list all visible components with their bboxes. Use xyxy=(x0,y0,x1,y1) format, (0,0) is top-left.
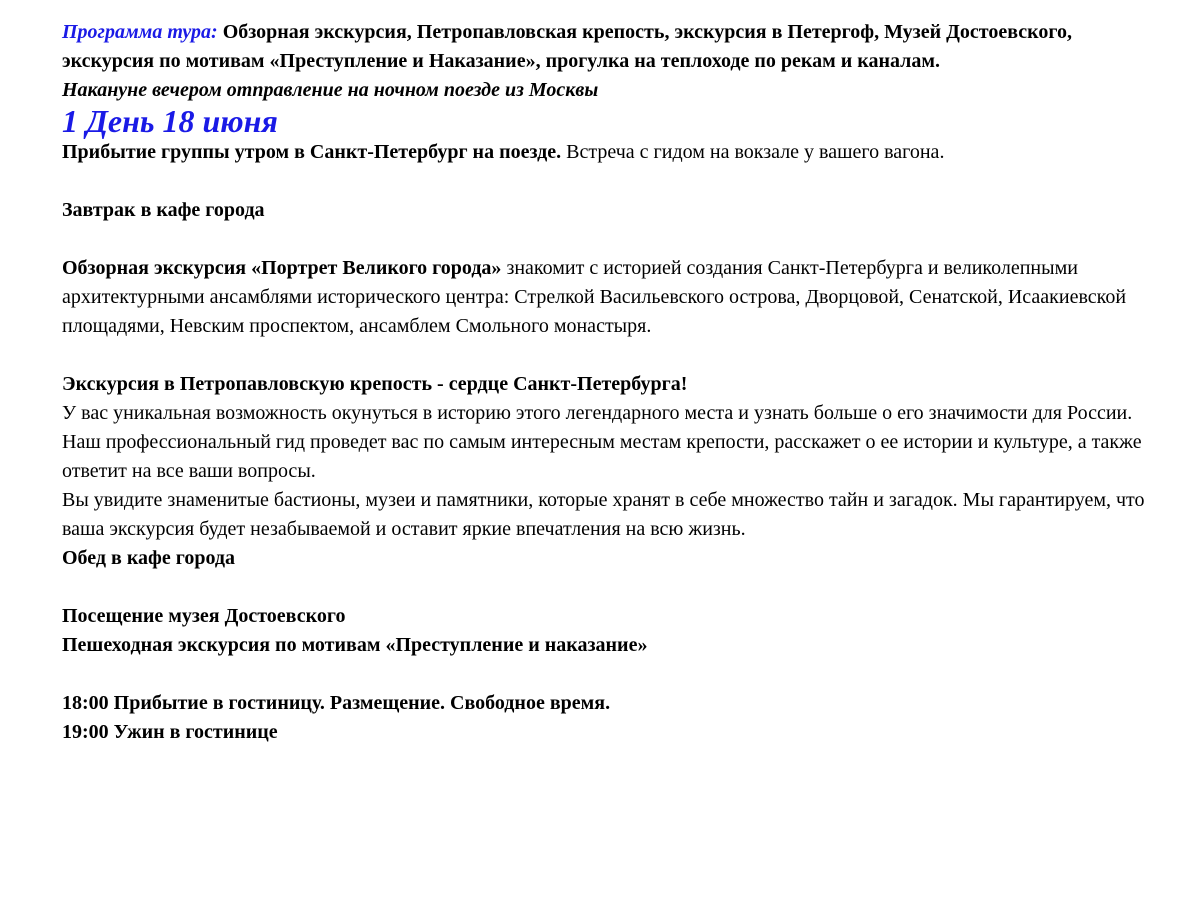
fortress-title: Экскурсия в Петропавловскую крепость - сердце Санкт-Петербурга! xyxy=(62,373,688,395)
city-tour-bold: Обзорная экскурсия «Портрет Великого города» xyxy=(62,257,502,279)
arrival-bold: Прибытие группы утром в Санкт-Петербург на поезде. xyxy=(62,141,562,163)
spacer xyxy=(62,660,1162,689)
program-label: Программа тура: xyxy=(62,21,218,43)
spacer xyxy=(62,573,1162,602)
spacer xyxy=(62,225,1162,254)
museum-visit: Посещение музея Достоевского xyxy=(62,605,346,627)
departure-note: Накануне вечером отправление на ночном поезде из Москвы xyxy=(62,79,599,101)
walking-tour: Пешеходная экскурсия по мотивам «Преступление и наказание» xyxy=(62,634,648,656)
program-text: Обзорная экскурсия, Петропавловская крепость, экскурсия в Петергоф, Музей Достоевского, экскурсия по мотивам «Преступление и Наказание», прогулка на теплоходе по рекам и каналам. xyxy=(62,21,1072,72)
breakfast: Завтрак в кафе города xyxy=(62,199,265,221)
arrival-text: Встреча с гидом на вокзале у вашего вагона. xyxy=(561,141,945,163)
day-heading: 1 День 18 июня xyxy=(62,103,278,139)
city-tour-text: знакомит с историей создания Санкт-Петербурга и великолепными архитектурными ансамблями исторического центра: Стрелкой Васильевского острова, Дворцовой, Сенатской, Исаакиевской площадями, Невским проспектом, ансамблем Смольного монастыря. xyxy=(62,257,1127,337)
program-summary xyxy=(62,18,1162,76)
fortress-paragraph-1: У вас уникальная возможность окунуться в историю этого легендарного места и узнать больше о его значимости для России. Наш профессиональный гид проведет вас по самым интересным местам крепости, расскажет о ее истории и культуре, а также ответит на все ваши вопросы. xyxy=(62,402,1142,482)
fortress-paragraph-2: Вы увидите знаменитые бастионы, музеи и памятники, которые хранят в себе множество тайн и загадок. Мы гарантируем, что ваша экскурсия будет незабываемой и оставит яркие впечатления на всю жизнь. xyxy=(62,489,1145,540)
arrival-paragraph xyxy=(62,138,1162,167)
lunch: Обед в кафе города xyxy=(62,547,236,569)
city-tour-paragraph xyxy=(62,254,1162,341)
dinner: 19:00 Ужин в гостинице xyxy=(62,721,278,743)
tour-program-document xyxy=(62,18,1162,747)
spacer xyxy=(62,167,1162,196)
hotel-arrival: 18:00 Прибытие в гостиницу. Размещение. Свободное время. xyxy=(62,692,611,714)
spacer xyxy=(62,341,1162,370)
